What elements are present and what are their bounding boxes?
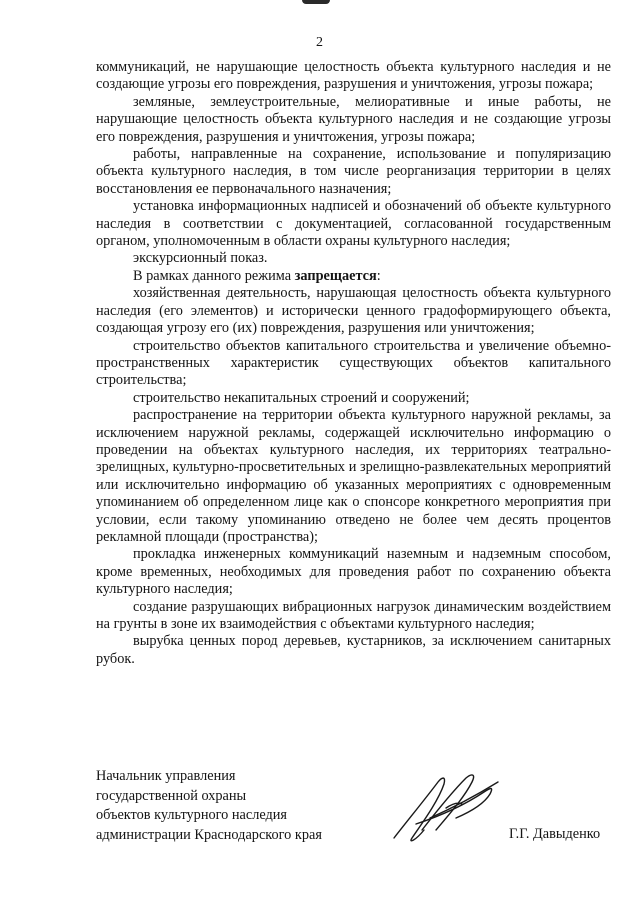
binding-mark [302,0,330,4]
paragraph-2: земляные, землеустроительные, мелиоративные и иные работы, не нарушающие целостность объекта культурного наследия и не создающие угрозы его повреждения, разрушения и уничтожения, угрозы пожара; [96,93,611,145]
page-number: 2 [316,35,323,50]
paragraph-12: создание разрушающих вибрационных нагрузок динамическим воздействием на грунты в зоне их взаимодействия с объектами культурного наследия; [96,598,611,632]
position-line-4: администрации Краснодарского края [96,826,322,843]
paragraph-13: вырубка ценных пород деревьев, кустарников, за исключением санитарных рубок. [96,633,611,667]
position-line-1: Начальник управления [96,768,236,784]
signatory-position [96,767,346,845]
paragraph-5: экскурсионный показ. [133,250,268,267]
regime-intro-colon: : [376,267,381,284]
paragraph-8: строительство объектов капитального строительства и увеличение объемно-пространственных характеристик существующих объектов капитального строительства; [96,337,611,389]
paragraph-10: распространение на территории объекта культурного наружной рекламы, за исключением наружной рекламы, содержащей исключительно информацию о проведении на объектах культурного наследия, их территориях театрально-зрелищных, культурно-просветительных и зрелищно-развлекательных мероприятий или исключительно информацию об указанных мероприятиях с одновременным упоминанием об определенном лице как о спонсоре конкретного мероприятия при условии, если такому упоминанию отведено не более чем десять процентов рекламной площади (пространства); [96,407,611,545]
paragraph-1: коммуникаций, не нарушающие целостность объекта культурного наследия и не создающие угрозы его повреждения, разрушения и уничтожения, угрозы пожара; [96,59,611,93]
position-line-2: государственной охраны [96,787,247,804]
paragraph-3: работы, направленные на сохранение, использование и популяризацию объекта культурного наследия, в том числе реорганизация территории в целях восстановления ее первоначального назначения; [96,146,611,197]
position-line-3: объектов культурного наследия [96,807,287,823]
paragraph-regime-intro [96,268,611,285]
prohibited-keyword: запрещается [294,267,377,284]
document-body [96,59,611,668]
paragraph-9: строительство некапитальных строений и сооружений; [133,389,470,406]
paragraph-4: установка информационных надписей и обозначений об объекте культурного наследия в соответствии с документацией, согласованной государственным органом, уполномоченным в области охраны культурного наследия; [96,198,611,250]
regime-intro-text: В рамках данного режима [133,267,295,284]
signer-name: Г.Г. Давыденко [509,826,601,842]
paragraph-11: прокладка инженерных коммуникаций наземным и надземным способом, кроме временных, необходимых для проведения работ по сохранению объекта культурного наследия; [96,546,611,598]
paragraph-7: хозяйственная деятельность, нарушающая целостность объекта культурного наследия (его элементов) и исторически ценного градоформирующего объекта, создающая угрозу его (их) повреждения, разрушения или уничтожения; [96,285,611,337]
handwritten-signature [386,768,506,846]
